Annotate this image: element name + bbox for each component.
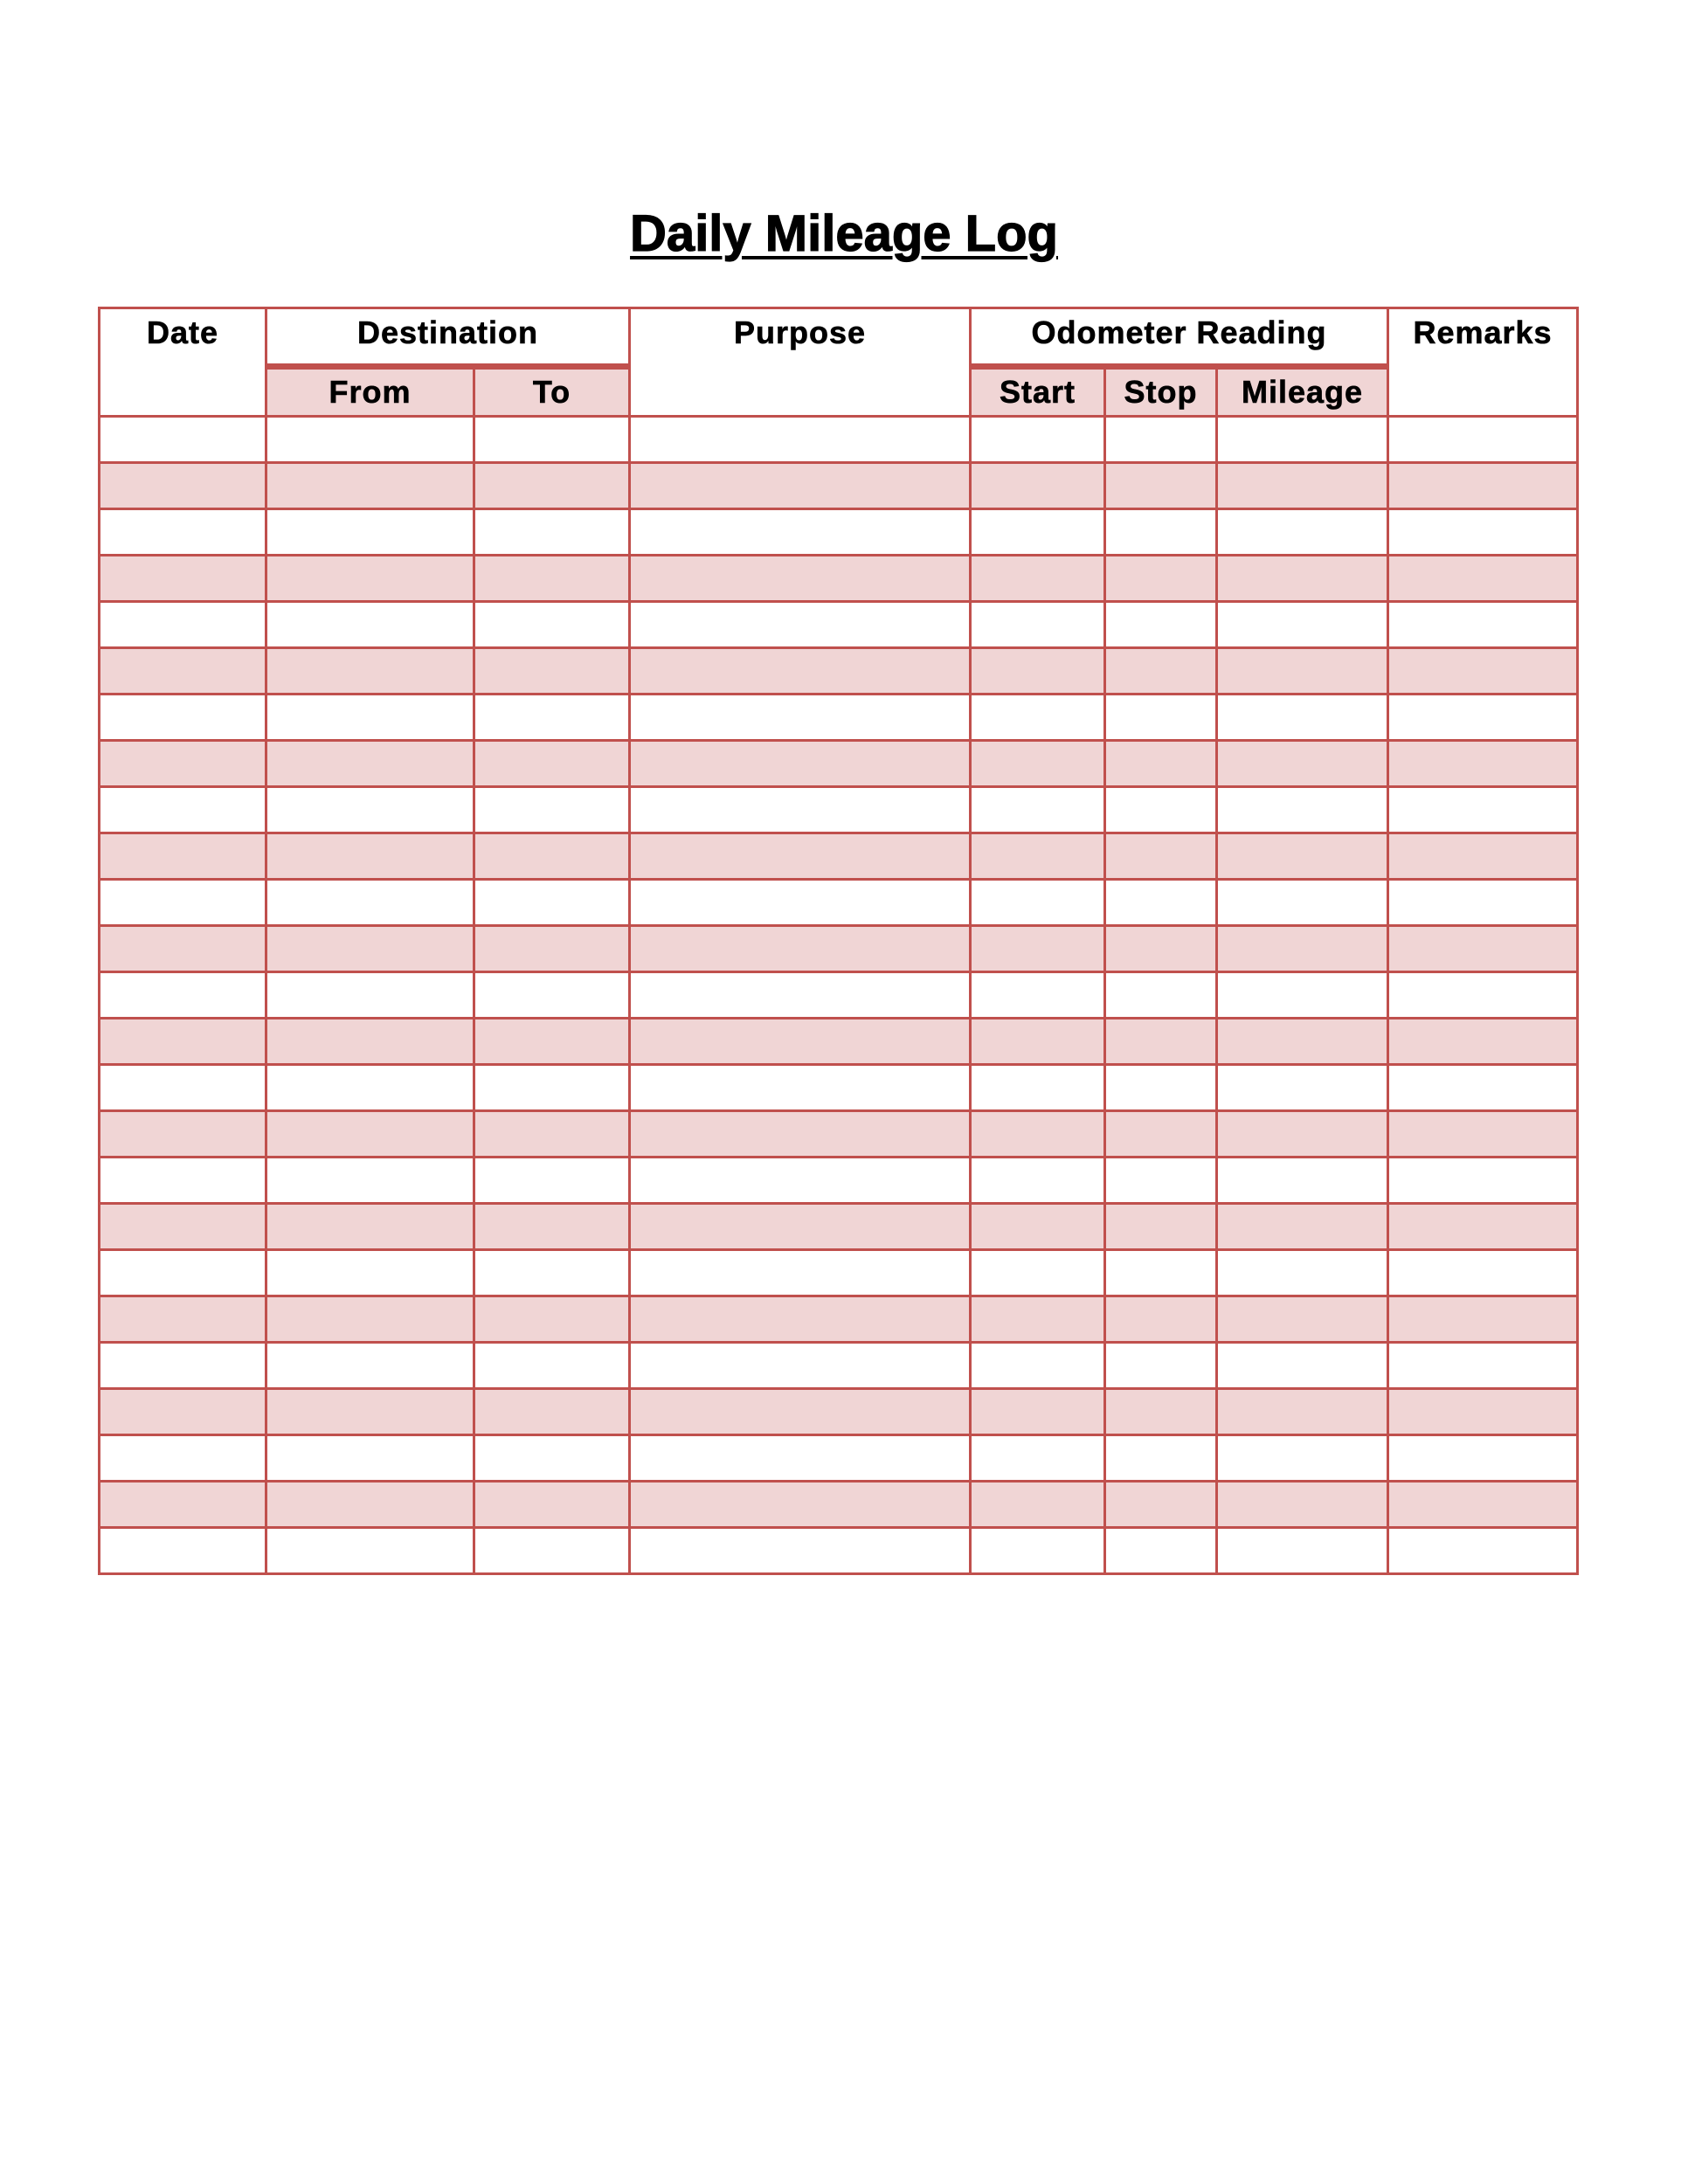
cell-remarks[interactable] xyxy=(1388,926,1578,972)
cell-start[interactable] xyxy=(971,556,1105,602)
table-row xyxy=(100,556,1578,602)
header-mileage: Mileage xyxy=(1217,367,1388,417)
cell-stop[interactable] xyxy=(1105,1019,1217,1065)
cell-date[interactable] xyxy=(100,602,266,648)
cell-stop[interactable] xyxy=(1105,1343,1217,1389)
cell-date[interactable] xyxy=(100,417,266,463)
cell-start[interactable] xyxy=(971,1343,1105,1389)
cell-to[interactable] xyxy=(474,1343,630,1389)
table-row xyxy=(100,787,1578,833)
cell-purpose[interactable] xyxy=(630,926,971,972)
table-row xyxy=(100,972,1578,1019)
cell-to[interactable] xyxy=(474,741,630,787)
cell-to[interactable] xyxy=(474,509,630,556)
cell-purpose[interactable] xyxy=(630,1343,971,1389)
cell-start[interactable] xyxy=(971,1158,1105,1204)
cell-from[interactable] xyxy=(266,1482,474,1528)
cell-purpose[interactable] xyxy=(630,463,971,509)
cell-remarks[interactable] xyxy=(1388,509,1578,556)
cell-stop[interactable] xyxy=(1105,648,1217,695)
cell-remarks[interactable] xyxy=(1388,833,1578,880)
cell-date[interactable] xyxy=(100,1204,266,1250)
cell-stop[interactable] xyxy=(1105,1528,1217,1574)
header-odometer-reading: Odometer Reading xyxy=(971,308,1388,367)
table-row xyxy=(100,926,1578,972)
cell-purpose[interactable] xyxy=(630,1019,971,1065)
cell-purpose[interactable] xyxy=(630,741,971,787)
cell-remarks[interactable] xyxy=(1388,602,1578,648)
cell-start[interactable] xyxy=(971,509,1105,556)
cell-purpose[interactable] xyxy=(630,509,971,556)
cell-from[interactable] xyxy=(266,926,474,972)
cell-remarks[interactable] xyxy=(1388,972,1578,1019)
table-row xyxy=(100,463,1578,509)
table-row xyxy=(100,1435,1578,1482)
cell-remarks[interactable] xyxy=(1388,1250,1578,1296)
cell-purpose[interactable] xyxy=(630,1482,971,1528)
cell-from[interactable] xyxy=(266,417,474,463)
table-row xyxy=(100,1343,1578,1389)
cell-purpose[interactable] xyxy=(630,602,971,648)
cell-start[interactable] xyxy=(971,1296,1105,1343)
cell-start[interactable] xyxy=(971,972,1105,1019)
cell-mileage[interactable] xyxy=(1217,1343,1388,1389)
cell-to[interactable] xyxy=(474,880,630,926)
cell-from[interactable] xyxy=(266,1296,474,1343)
cell-to[interactable] xyxy=(474,602,630,648)
cell-stop[interactable] xyxy=(1105,833,1217,880)
cell-start[interactable] xyxy=(971,1204,1105,1250)
cell-start[interactable] xyxy=(971,1482,1105,1528)
cell-from[interactable] xyxy=(266,880,474,926)
table-row xyxy=(100,1019,1578,1065)
cell-mileage[interactable] xyxy=(1217,741,1388,787)
cell-to[interactable] xyxy=(474,1019,630,1065)
cell-start[interactable] xyxy=(971,1065,1105,1111)
cell-mileage[interactable] xyxy=(1217,787,1388,833)
cell-start[interactable] xyxy=(971,695,1105,741)
cell-to[interactable] xyxy=(474,695,630,741)
table-row xyxy=(100,1204,1578,1250)
cell-from[interactable] xyxy=(266,1111,474,1158)
header-remarks: Remarks xyxy=(1388,308,1578,417)
cell-date[interactable] xyxy=(100,695,266,741)
cell-stop[interactable] xyxy=(1105,1111,1217,1158)
cell-date[interactable] xyxy=(100,1019,266,1065)
table-row xyxy=(100,741,1578,787)
cell-to[interactable] xyxy=(474,1296,630,1343)
cell-stop[interactable] xyxy=(1105,1065,1217,1111)
cell-from[interactable] xyxy=(266,556,474,602)
cell-to[interactable] xyxy=(474,1528,630,1574)
cell-remarks[interactable] xyxy=(1388,787,1578,833)
cell-mileage[interactable] xyxy=(1217,509,1388,556)
cell-remarks[interactable] xyxy=(1388,880,1578,926)
table-row xyxy=(100,833,1578,880)
cell-from[interactable] xyxy=(266,1065,474,1111)
cell-to[interactable] xyxy=(474,1389,630,1435)
table-row xyxy=(100,1111,1578,1158)
cell-remarks[interactable] xyxy=(1388,695,1578,741)
table-row xyxy=(100,648,1578,695)
cell-start[interactable] xyxy=(971,602,1105,648)
cell-start[interactable] xyxy=(971,1250,1105,1296)
header-stop: Stop xyxy=(1105,367,1217,417)
cell-date[interactable] xyxy=(100,1482,266,1528)
cell-stop[interactable] xyxy=(1105,741,1217,787)
cell-from[interactable] xyxy=(266,648,474,695)
cell-date[interactable] xyxy=(100,1296,266,1343)
cell-purpose[interactable] xyxy=(630,880,971,926)
cell-stop[interactable] xyxy=(1105,1435,1217,1482)
header-start: Start xyxy=(971,367,1105,417)
cell-start[interactable] xyxy=(971,648,1105,695)
cell-to[interactable] xyxy=(474,1111,630,1158)
cell-mileage[interactable] xyxy=(1217,1389,1388,1435)
cell-to[interactable] xyxy=(474,1065,630,1111)
cell-from[interactable] xyxy=(266,1528,474,1574)
header-row-top xyxy=(100,308,1578,367)
cell-to[interactable] xyxy=(474,463,630,509)
cell-from[interactable] xyxy=(266,602,474,648)
table-row xyxy=(100,695,1578,741)
cell-purpose[interactable] xyxy=(630,833,971,880)
cell-mileage[interactable] xyxy=(1217,1158,1388,1204)
cell-remarks[interactable] xyxy=(1388,1158,1578,1204)
cell-from[interactable] xyxy=(266,972,474,1019)
cell-stop[interactable] xyxy=(1105,972,1217,1019)
cell-mileage[interactable] xyxy=(1217,695,1388,741)
cell-purpose[interactable] xyxy=(630,695,971,741)
cell-to[interactable] xyxy=(474,1250,630,1296)
cell-remarks[interactable] xyxy=(1388,1435,1578,1482)
cell-from[interactable] xyxy=(266,1250,474,1296)
cell-date[interactable] xyxy=(100,926,266,972)
cell-remarks[interactable] xyxy=(1388,1065,1578,1111)
cell-stop[interactable] xyxy=(1105,417,1217,463)
cell-date[interactable] xyxy=(100,1435,266,1482)
cell-purpose[interactable] xyxy=(630,556,971,602)
cell-mileage[interactable] xyxy=(1217,1204,1388,1250)
cell-start[interactable] xyxy=(971,1019,1105,1065)
cell-date[interactable] xyxy=(100,1528,266,1574)
table-row xyxy=(100,602,1578,648)
cell-remarks[interactable] xyxy=(1388,1389,1578,1435)
cell-mileage[interactable] xyxy=(1217,417,1388,463)
log-body xyxy=(100,417,1578,1574)
cell-from[interactable] xyxy=(266,1019,474,1065)
cell-date[interactable] xyxy=(100,972,266,1019)
cell-stop[interactable] xyxy=(1105,1482,1217,1528)
cell-to[interactable] xyxy=(474,648,630,695)
cell-purpose[interactable] xyxy=(630,787,971,833)
cell-stop[interactable] xyxy=(1105,1389,1217,1435)
cell-mileage[interactable] xyxy=(1217,1482,1388,1528)
cell-stop[interactable] xyxy=(1105,1158,1217,1204)
cell-purpose[interactable] xyxy=(630,1065,971,1111)
cell-from[interactable] xyxy=(266,1389,474,1435)
cell-date[interactable] xyxy=(100,1158,266,1204)
cell-mileage[interactable] xyxy=(1217,972,1388,1019)
cell-purpose[interactable] xyxy=(630,1158,971,1204)
cell-stop[interactable] xyxy=(1105,1296,1217,1343)
page-title xyxy=(0,203,1688,266)
cell-purpose[interactable] xyxy=(630,1435,971,1482)
cell-mileage[interactable] xyxy=(1217,648,1388,695)
cell-mileage[interactable] xyxy=(1217,880,1388,926)
cell-date[interactable] xyxy=(100,463,266,509)
cell-start[interactable] xyxy=(971,741,1105,787)
cell-mileage[interactable] xyxy=(1217,926,1388,972)
cell-date[interactable] xyxy=(100,1250,266,1296)
cell-remarks[interactable] xyxy=(1388,463,1578,509)
cell-date[interactable] xyxy=(100,648,266,695)
cell-mileage[interactable] xyxy=(1217,602,1388,648)
header-date: Date xyxy=(100,308,266,417)
cell-remarks[interactable] xyxy=(1388,1204,1578,1250)
header-from: From xyxy=(266,367,474,417)
cell-from[interactable] xyxy=(266,695,474,741)
cell-remarks[interactable] xyxy=(1388,648,1578,695)
cell-start[interactable] xyxy=(971,417,1105,463)
cell-to[interactable] xyxy=(474,787,630,833)
cell-to[interactable] xyxy=(474,1482,630,1528)
cell-mileage[interactable] xyxy=(1217,463,1388,509)
cell-start[interactable] xyxy=(971,1389,1105,1435)
cell-remarks[interactable] xyxy=(1388,1343,1578,1389)
cell-date[interactable] xyxy=(100,1389,266,1435)
cell-purpose[interactable] xyxy=(630,1296,971,1343)
table-row xyxy=(100,1389,1578,1435)
cell-mileage[interactable] xyxy=(1217,1065,1388,1111)
cell-to[interactable] xyxy=(474,1435,630,1482)
cell-start[interactable] xyxy=(971,926,1105,972)
cell-purpose[interactable] xyxy=(630,1528,971,1574)
cell-stop[interactable] xyxy=(1105,509,1217,556)
cell-date[interactable] xyxy=(100,509,266,556)
cell-start[interactable] xyxy=(971,787,1105,833)
cell-remarks[interactable] xyxy=(1388,417,1578,463)
cell-date[interactable] xyxy=(100,556,266,602)
table-row xyxy=(100,1296,1578,1343)
table-row xyxy=(100,1482,1578,1528)
cell-stop[interactable] xyxy=(1105,1250,1217,1296)
table-row xyxy=(100,880,1578,926)
page-title-text: Daily Mileage Log xyxy=(630,205,1058,262)
cell-stop[interactable] xyxy=(1105,602,1217,648)
cell-mileage[interactable] xyxy=(1217,1111,1388,1158)
cell-date[interactable] xyxy=(100,787,266,833)
cell-stop[interactable] xyxy=(1105,926,1217,972)
cell-start[interactable] xyxy=(971,1435,1105,1482)
cell-remarks[interactable] xyxy=(1388,1528,1578,1574)
cell-stop[interactable] xyxy=(1105,695,1217,741)
cell-purpose[interactable] xyxy=(630,972,971,1019)
cell-stop[interactable] xyxy=(1105,880,1217,926)
cell-remarks[interactable] xyxy=(1388,741,1578,787)
cell-start[interactable] xyxy=(971,463,1105,509)
table-row xyxy=(100,1065,1578,1111)
cell-mileage[interactable] xyxy=(1217,1435,1388,1482)
cell-from[interactable] xyxy=(266,509,474,556)
cell-purpose[interactable] xyxy=(630,1204,971,1250)
cell-from[interactable] xyxy=(266,1435,474,1482)
cell-stop[interactable] xyxy=(1105,556,1217,602)
cell-to[interactable] xyxy=(474,556,630,602)
header-destination: Destination xyxy=(266,308,630,367)
cell-start[interactable] xyxy=(971,833,1105,880)
cell-start[interactable] xyxy=(971,1111,1105,1158)
cell-from[interactable] xyxy=(266,463,474,509)
cell-stop[interactable] xyxy=(1105,787,1217,833)
cell-remarks[interactable] xyxy=(1388,1296,1578,1343)
cell-remarks[interactable] xyxy=(1388,1019,1578,1065)
cell-purpose[interactable] xyxy=(630,1389,971,1435)
cell-purpose[interactable] xyxy=(630,417,971,463)
cell-from[interactable] xyxy=(266,787,474,833)
cell-date[interactable] xyxy=(100,833,266,880)
mileage-log-table xyxy=(98,307,1579,1575)
cell-remarks[interactable] xyxy=(1388,556,1578,602)
cell-remarks[interactable] xyxy=(1388,1111,1578,1158)
cell-to[interactable] xyxy=(474,926,630,972)
cell-to[interactable] xyxy=(474,1158,630,1204)
cell-purpose[interactable] xyxy=(630,648,971,695)
table-row xyxy=(100,509,1578,556)
cell-from[interactable] xyxy=(266,1158,474,1204)
cell-to[interactable] xyxy=(474,972,630,1019)
cell-from[interactable] xyxy=(266,741,474,787)
cell-from[interactable] xyxy=(266,1343,474,1389)
cell-start[interactable] xyxy=(971,880,1105,926)
cell-date[interactable] xyxy=(100,1343,266,1389)
cell-purpose[interactable] xyxy=(630,1111,971,1158)
table-row xyxy=(100,1528,1578,1574)
cell-start[interactable] xyxy=(971,1528,1105,1574)
header-to: To xyxy=(474,367,630,417)
header-purpose: Purpose xyxy=(630,308,971,417)
cell-date[interactable] xyxy=(100,1065,266,1111)
cell-date[interactable] xyxy=(100,880,266,926)
cell-mileage[interactable] xyxy=(1217,1250,1388,1296)
cell-stop[interactable] xyxy=(1105,463,1217,509)
cell-date[interactable] xyxy=(100,741,266,787)
cell-from[interactable] xyxy=(266,1204,474,1250)
table-row xyxy=(100,1250,1578,1296)
cell-to[interactable] xyxy=(474,833,630,880)
cell-mileage[interactable] xyxy=(1217,1019,1388,1065)
cell-mileage[interactable] xyxy=(1217,833,1388,880)
cell-date[interactable] xyxy=(100,1111,266,1158)
cell-mileage[interactable] xyxy=(1217,1528,1388,1574)
cell-to[interactable] xyxy=(474,1204,630,1250)
cell-to[interactable] xyxy=(474,417,630,463)
table-row xyxy=(100,1158,1578,1204)
cell-mileage[interactable] xyxy=(1217,1296,1388,1343)
cell-remarks[interactable] xyxy=(1388,1482,1578,1528)
table-row xyxy=(100,417,1578,463)
cell-mileage[interactable] xyxy=(1217,556,1388,602)
cell-stop[interactable] xyxy=(1105,1204,1217,1250)
cell-from[interactable] xyxy=(266,833,474,880)
cell-purpose[interactable] xyxy=(630,1250,971,1296)
